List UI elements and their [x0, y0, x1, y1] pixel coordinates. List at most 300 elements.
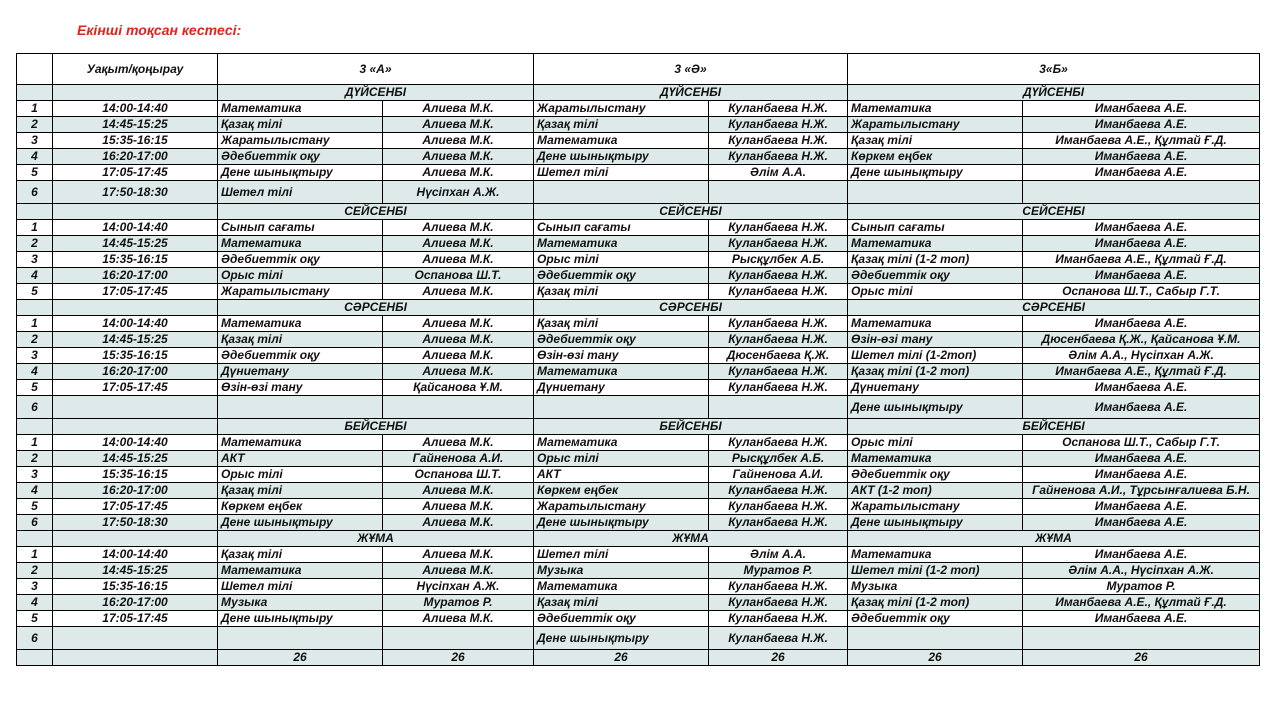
class-a-teacher: Алиева М.К.	[383, 252, 534, 268]
lesson-row	[17, 451, 1260, 467]
class-a-subject: Дене шынықтыру	[218, 611, 383, 627]
day-name: ЖҰМА	[848, 531, 1260, 547]
class-b-subject: Шетел тілі	[534, 165, 709, 181]
class-b-subject: Математика	[534, 236, 709, 252]
class-c-teacher: Иманбаева А.Е.	[1023, 380, 1260, 396]
lesson-time: 15:35-16:15	[53, 579, 218, 595]
lesson-number: 1	[17, 101, 53, 117]
class-a-teacher: Алиева М.К.	[383, 515, 534, 531]
class-c-teacher: Иманбаева А.Е.	[1023, 316, 1260, 332]
class-b-teacher: Рысқұлбек А.Б.	[709, 451, 848, 467]
class-a-subject: Қазақ тілі	[218, 547, 383, 563]
class-a-subject	[218, 396, 383, 419]
class-c-subject: Өзін-өзі тану	[848, 332, 1023, 348]
page-title: Екінші тоқсан кестесі:	[77, 22, 242, 38]
lesson-time: 14:00-14:40	[53, 547, 218, 563]
lesson-row	[17, 181, 1260, 204]
class-b-subject: АКТ	[534, 467, 709, 483]
lesson-time: 14:00-14:40	[53, 220, 218, 236]
class-c-subject: Әдебиеттік оқу	[848, 611, 1023, 627]
class-a-subject: Көркем еңбек	[218, 499, 383, 515]
lesson-time: 15:35-16:15	[53, 348, 218, 364]
lesson-row	[17, 611, 1260, 627]
class-a-teacher: Алиева М.К.	[383, 435, 534, 451]
class-b-teacher: Куланбаева Н.Ж.	[709, 595, 848, 611]
class-b-subject: Математика	[534, 364, 709, 380]
lesson-number: 2	[17, 563, 53, 579]
lesson-time: 17:05-17:45	[53, 611, 218, 627]
class-c-teacher	[1023, 627, 1260, 650]
class-b-subject: Жаратылыстану	[534, 499, 709, 515]
lesson-row	[17, 236, 1260, 252]
class-b-teacher: Куланбаева Н.Ж.	[709, 284, 848, 300]
lesson-time	[53, 396, 218, 419]
class-a-subject: Орыс тілі	[218, 467, 383, 483]
class-a-subject: Шетел тілі	[218, 579, 383, 595]
class-c-teacher: Әлім А.А., Нүсіпхан А.Ж.	[1023, 563, 1260, 579]
lesson-number: 1	[17, 316, 53, 332]
lesson-row	[17, 579, 1260, 595]
class-c-teacher: Иманбаева А.Е., Құлтай Ғ.Д.	[1023, 595, 1260, 611]
class-c-subject: Шетел тілі (1-2 топ)	[848, 563, 1023, 579]
lesson-time: 14:00-14:40	[53, 435, 218, 451]
day-name: СӘРСЕНБІ	[848, 300, 1260, 316]
class-b-teacher: Куланбаева Н.Ж.	[709, 435, 848, 451]
lesson-number: 6	[17, 396, 53, 419]
class-c-teacher: Иманбаева А.Е.	[1023, 220, 1260, 236]
lesson-row	[17, 435, 1260, 451]
header-row	[17, 54, 1260, 85]
lesson-row	[17, 348, 1260, 364]
class-b-subject: Дене шынықтыру	[534, 515, 709, 531]
day-empty-cell	[53, 300, 218, 316]
class-b-subject: Математика	[534, 579, 709, 595]
lesson-row	[17, 563, 1260, 579]
lesson-row	[17, 101, 1260, 117]
lesson-number: 5	[17, 284, 53, 300]
class-c-subject: Дене шынықтыру	[848, 165, 1023, 181]
class-c-teacher: Иманбаева А.Е.	[1023, 117, 1260, 133]
class-a-subject: Орыс тілі	[218, 268, 383, 284]
lesson-time: 17:05-17:45	[53, 284, 218, 300]
class-b-subject: Қазақ тілі	[534, 595, 709, 611]
class-a-subject: Музыка	[218, 595, 383, 611]
class-a-teacher: Нүсіпхан А.Ж.	[383, 579, 534, 595]
day-empty-cell	[17, 531, 53, 547]
lesson-number: 4	[17, 268, 53, 284]
class-b-teacher: Куланбаева Н.Ж.	[709, 236, 848, 252]
class-a-teacher: Алиева М.К.	[383, 133, 534, 149]
class-a-subject: Дүниетану	[218, 364, 383, 380]
class-c-teacher: Иманбаева А.Е.	[1023, 396, 1260, 419]
day-name: ДҮЙСЕНБІ	[848, 85, 1260, 101]
class-a-teacher: Гайненова А.И.	[383, 451, 534, 467]
lesson-row	[17, 252, 1260, 268]
day-name: БЕЙСЕНБІ	[848, 419, 1260, 435]
lesson-time: 15:35-16:15	[53, 467, 218, 483]
class-b-teacher: Әлім А.А.	[709, 547, 848, 563]
class-a-subject: Әдебиеттік оқу	[218, 348, 383, 364]
class-b-teacher: Куланбаева Н.Ж.	[709, 611, 848, 627]
header-num-cell	[17, 54, 53, 85]
lesson-number: 3	[17, 467, 53, 483]
lesson-number: 3	[17, 579, 53, 595]
class-c-subject: Математика	[848, 236, 1023, 252]
class-a-teacher: Алиева М.К.	[383, 499, 534, 515]
class-b-teacher: Куланбаева Н.Ж.	[709, 117, 848, 133]
class-c-subject: Музыка	[848, 579, 1023, 595]
class-a-teacher: Алиева М.К.	[383, 165, 534, 181]
class-a-subject: Математика	[218, 316, 383, 332]
class-c-subject: Сынып сағаты	[848, 220, 1023, 236]
lesson-row	[17, 467, 1260, 483]
lesson-row	[17, 364, 1260, 380]
header-class-b: 3 «Ә»	[534, 54, 848, 85]
total-hours: 26	[218, 650, 383, 666]
class-c-subject: Дене шынықтыру	[848, 396, 1023, 419]
class-a-subject: Қазақ тілі	[218, 483, 383, 499]
class-a-subject: Математика	[218, 435, 383, 451]
class-b-teacher: Куланбаева Н.Ж.	[709, 332, 848, 348]
class-b-subject: Музыка	[534, 563, 709, 579]
class-c-teacher: Иманбаева А.Е.	[1023, 268, 1260, 284]
total-hours: 26	[848, 650, 1023, 666]
class-c-teacher: Иманбаева А.Е., Құлтай Ғ.Д.	[1023, 364, 1260, 380]
lesson-number: 6	[17, 627, 53, 650]
lesson-number: 4	[17, 364, 53, 380]
day-header-row	[17, 300, 1260, 316]
class-c-teacher: Оспанова Ш.Т., Сабыр Г.Т.	[1023, 284, 1260, 300]
class-b-subject: Өзін-өзі тану	[534, 348, 709, 364]
lesson-row	[17, 483, 1260, 499]
class-a-teacher: Алиева М.К.	[383, 483, 534, 499]
class-c-teacher: Иманбаева А.Е.	[1023, 547, 1260, 563]
class-b-teacher: Куланбаева Н.Ж.	[709, 316, 848, 332]
day-header-row	[17, 204, 1260, 220]
class-a-subject: Өзін-өзі тану	[218, 380, 383, 396]
class-b-subject: Дене шынықтыру	[534, 149, 709, 165]
class-c-teacher: Иманбаева А.Е.	[1023, 451, 1260, 467]
class-a-teacher: Оспанова Ш.Т.	[383, 268, 534, 284]
lesson-time: 14:45-15:25	[53, 332, 218, 348]
lesson-number: 1	[17, 547, 53, 563]
class-c-subject: Қазақ тілі (1-2 топ)	[848, 364, 1023, 380]
class-c-subject: Орыс тілі	[848, 435, 1023, 451]
lesson-time: 16:20-17:00	[53, 268, 218, 284]
class-b-teacher: Дюсенбаева Қ.Ж.	[709, 348, 848, 364]
class-b-teacher: Куланбаева Н.Ж.	[709, 268, 848, 284]
day-empty-cell	[53, 204, 218, 220]
lesson-number: 2	[17, 236, 53, 252]
day-name: СӘРСЕНБІ	[218, 300, 534, 316]
class-b-teacher: Куланбаева Н.Ж.	[709, 149, 848, 165]
class-c-subject	[848, 181, 1023, 204]
class-b-subject: Жаратылыстану	[534, 101, 709, 117]
class-c-subject: Шетел тілі (1-2топ)	[848, 348, 1023, 364]
day-header-row	[17, 531, 1260, 547]
class-a-teacher: Алиева М.К.	[383, 284, 534, 300]
day-header-row	[17, 85, 1260, 101]
class-c-subject: Орыс тілі	[848, 284, 1023, 300]
lesson-time: 16:20-17:00	[53, 364, 218, 380]
class-c-teacher	[1023, 181, 1260, 204]
lesson-number: 2	[17, 332, 53, 348]
lesson-time: 15:35-16:15	[53, 252, 218, 268]
class-b-subject: Дене шынықтыру	[534, 627, 709, 650]
class-c-subject: Қазақ тілі (1-2 топ)	[848, 595, 1023, 611]
class-a-subject: Әдебиеттік оқу	[218, 149, 383, 165]
lesson-number: 3	[17, 348, 53, 364]
day-name: СЕЙСЕНБІ	[534, 204, 848, 220]
schedule-table	[16, 53, 1260, 666]
class-b-teacher: Куланбаева Н.Ж.	[709, 499, 848, 515]
class-b-subject	[534, 181, 709, 204]
lesson-time: 14:45-15:25	[53, 117, 218, 133]
class-b-subject	[534, 396, 709, 419]
total-hours: 26	[534, 650, 709, 666]
class-b-subject: Орыс тілі	[534, 451, 709, 467]
class-c-subject: Қазақ тілі	[848, 133, 1023, 149]
lesson-row	[17, 316, 1260, 332]
class-b-teacher: Куланбаева Н.Ж.	[709, 627, 848, 650]
lesson-number: 6	[17, 515, 53, 531]
class-a-subject: Математика	[218, 563, 383, 579]
day-name: ЖҰМА	[218, 531, 534, 547]
class-b-teacher: Куланбаева Н.Ж.	[709, 220, 848, 236]
class-b-subject: Орыс тілі	[534, 252, 709, 268]
class-a-subject: АКТ	[218, 451, 383, 467]
lesson-number: 5	[17, 499, 53, 515]
lesson-time: 14:45-15:25	[53, 563, 218, 579]
class-c-teacher: Әлім А.А., Нүсіпхан А.Ж.	[1023, 348, 1260, 364]
class-b-teacher: Куланбаева Н.Ж.	[709, 483, 848, 499]
lesson-row	[17, 117, 1260, 133]
class-c-subject: Дене шынықтыру	[848, 515, 1023, 531]
header-class-c: 3«Б»	[848, 54, 1260, 85]
class-a-subject: Жаратылыстану	[218, 133, 383, 149]
day-name: БЕЙСЕНБІ	[534, 419, 848, 435]
class-c-subject: Әдебиеттік оқу	[848, 467, 1023, 483]
lesson-number: 4	[17, 483, 53, 499]
class-c-teacher: Иманбаева А.Е.	[1023, 236, 1260, 252]
day-name: СӘРСЕНБІ	[534, 300, 848, 316]
lesson-row	[17, 268, 1260, 284]
class-b-teacher: Куланбаева Н.Ж.	[709, 579, 848, 595]
lesson-time: 17:05-17:45	[53, 165, 218, 181]
class-c-subject: АКТ (1-2 топ)	[848, 483, 1023, 499]
lesson-number: 6	[17, 181, 53, 204]
lesson-time: 14:45-15:25	[53, 236, 218, 252]
class-a-teacher: Алиева М.К.	[383, 149, 534, 165]
totals-empty-cell	[53, 650, 218, 666]
class-c-teacher: Гайненова А.И., Тұрсынғалиева Б.Н.	[1023, 483, 1260, 499]
class-c-teacher: Иманбаева А.Е.	[1023, 101, 1260, 117]
lesson-time: 17:50-18:30	[53, 181, 218, 204]
header-class-a: 3 «А»	[218, 54, 534, 85]
lesson-number: 4	[17, 595, 53, 611]
class-a-subject: Шетел тілі	[218, 181, 383, 204]
class-c-subject	[848, 627, 1023, 650]
class-b-teacher: Куланбаева Н.Ж.	[709, 515, 848, 531]
class-a-teacher: Алиева М.К.	[383, 563, 534, 579]
class-a-subject: Математика	[218, 101, 383, 117]
lesson-time: 16:20-17:00	[53, 595, 218, 611]
day-header-row	[17, 419, 1260, 435]
class-b-subject: Сынып сағаты	[534, 220, 709, 236]
class-b-teacher: Рысқұлбек А.Б.	[709, 252, 848, 268]
class-c-subject: Математика	[848, 101, 1023, 117]
class-b-subject: Математика	[534, 133, 709, 149]
day-name: ЖҰМА	[534, 531, 848, 547]
day-empty-cell	[53, 419, 218, 435]
class-b-teacher	[709, 396, 848, 419]
lesson-time: 17:05-17:45	[53, 499, 218, 515]
class-a-subject: Жаратылыстану	[218, 284, 383, 300]
class-c-teacher: Дюсенбаева Қ.Ж., Қайсанова Ұ.М.	[1023, 332, 1260, 348]
class-b-subject: Математика	[534, 435, 709, 451]
class-b-subject: Шетел тілі	[534, 547, 709, 563]
class-b-subject: Дүниетану	[534, 380, 709, 396]
class-b-subject: Әдебиеттік оқу	[534, 611, 709, 627]
class-a-teacher: Оспанова Ш.Т.	[383, 467, 534, 483]
lesson-row	[17, 595, 1260, 611]
class-b-teacher: Куланбаева Н.Ж.	[709, 101, 848, 117]
class-a-teacher: Алиева М.К.	[383, 236, 534, 252]
class-c-subject: Қазақ тілі (1-2 топ)	[848, 252, 1023, 268]
class-b-subject: Әдебиеттік оқу	[534, 268, 709, 284]
lesson-row	[17, 332, 1260, 348]
day-empty-cell	[17, 419, 53, 435]
lesson-time	[53, 627, 218, 650]
lesson-row	[17, 627, 1260, 650]
class-a-teacher: Алиева М.К.	[383, 316, 534, 332]
class-a-subject	[218, 627, 383, 650]
lesson-time: 16:20-17:00	[53, 149, 218, 165]
class-a-teacher: Алиева М.К.	[383, 332, 534, 348]
lesson-time: 17:50-18:30	[53, 515, 218, 531]
lesson-number: 1	[17, 435, 53, 451]
class-c-subject: Жаратылыстану	[848, 499, 1023, 515]
class-c-subject: Дүниетану	[848, 380, 1023, 396]
class-b-subject: Көркем еңбек	[534, 483, 709, 499]
lesson-number: 1	[17, 220, 53, 236]
class-a-teacher: Алиева М.К.	[383, 611, 534, 627]
lesson-number: 3	[17, 252, 53, 268]
totals-row	[17, 650, 1260, 666]
lesson-time: 14:00-14:40	[53, 316, 218, 332]
class-a-teacher: Алиева М.К.	[383, 348, 534, 364]
class-a-teacher: Алиева М.К.	[383, 220, 534, 236]
class-a-subject: Математика	[218, 236, 383, 252]
lesson-row	[17, 133, 1260, 149]
class-b-subject: Қазақ тілі	[534, 117, 709, 133]
class-a-subject: Дене шынықтыру	[218, 165, 383, 181]
header-time-cell: Уақыт/қоңырау	[53, 54, 218, 85]
class-a-teacher: Алиева М.К.	[383, 117, 534, 133]
day-empty-cell	[53, 85, 218, 101]
lesson-number: 4	[17, 149, 53, 165]
lesson-row	[17, 284, 1260, 300]
lesson-row	[17, 515, 1260, 531]
lesson-row	[17, 165, 1260, 181]
lesson-row	[17, 499, 1260, 515]
class-c-teacher: Оспанова Ш.Т., Сабыр Г.Т.	[1023, 435, 1260, 451]
lesson-row	[17, 380, 1260, 396]
schedule-body	[17, 54, 1260, 666]
lesson-row	[17, 220, 1260, 236]
class-c-teacher: Иманбаева А.Е.	[1023, 149, 1260, 165]
class-c-subject: Әдебиеттік оқу	[848, 268, 1023, 284]
class-a-teacher: Нүсіпхан А.Ж.	[383, 181, 534, 204]
day-empty-cell	[17, 204, 53, 220]
class-c-teacher: Иманбаева А.Е.	[1023, 611, 1260, 627]
class-c-teacher: Иманбаева А.Е.	[1023, 499, 1260, 515]
class-a-subject: Қазақ тілі	[218, 117, 383, 133]
class-b-teacher: Муратов Р.	[709, 563, 848, 579]
total-hours: 26	[1023, 650, 1260, 666]
class-c-teacher: Иманбаева А.Е., Құлтай Ғ.Д.	[1023, 252, 1260, 268]
day-empty-cell	[17, 300, 53, 316]
class-c-teacher: Иманбаева А.Е.	[1023, 467, 1260, 483]
lesson-time: 16:20-17:00	[53, 483, 218, 499]
lesson-row	[17, 396, 1260, 419]
lesson-row	[17, 149, 1260, 165]
class-b-teacher: Куланбаева Н.Ж.	[709, 133, 848, 149]
class-a-subject: Қазақ тілі	[218, 332, 383, 348]
class-a-teacher: Алиева М.К.	[383, 547, 534, 563]
total-hours: 26	[383, 650, 534, 666]
class-a-teacher	[383, 396, 534, 419]
lesson-time: 14:45-15:25	[53, 451, 218, 467]
lesson-row	[17, 547, 1260, 563]
class-c-subject: Жаратылыстану	[848, 117, 1023, 133]
class-a-teacher: Муратов Р.	[383, 595, 534, 611]
class-a-subject: Дене шынықтыру	[218, 515, 383, 531]
lesson-number: 5	[17, 165, 53, 181]
day-name: БЕЙСЕНБІ	[218, 419, 534, 435]
totals-empty-cell	[17, 650, 53, 666]
class-c-subject: Математика	[848, 451, 1023, 467]
class-c-teacher: Иманбаева А.Е., Құлтай Ғ.Д.	[1023, 133, 1260, 149]
class-a-subject: Әдебиеттік оқу	[218, 252, 383, 268]
class-b-teacher: Куланбаева Н.Ж.	[709, 364, 848, 380]
lesson-time: 15:35-16:15	[53, 133, 218, 149]
class-a-teacher	[383, 627, 534, 650]
lesson-time: 17:05-17:45	[53, 380, 218, 396]
class-a-teacher: Алиева М.К.	[383, 364, 534, 380]
day-name: ДҮЙСЕНБІ	[218, 85, 534, 101]
class-b-subject: Қазақ тілі	[534, 316, 709, 332]
lesson-number: 5	[17, 380, 53, 396]
day-name: СЕЙСЕНБІ	[848, 204, 1260, 220]
class-b-teacher	[709, 181, 848, 204]
class-b-teacher: Гайненова А.И.	[709, 467, 848, 483]
lesson-number: 5	[17, 611, 53, 627]
day-name: СЕЙСЕНБІ	[218, 204, 534, 220]
total-hours: 26	[709, 650, 848, 666]
day-empty-cell	[53, 531, 218, 547]
class-c-teacher: Муратов Р.	[1023, 579, 1260, 595]
class-b-subject: Қазақ тілі	[534, 284, 709, 300]
class-c-teacher: Иманбаева А.Е.	[1023, 515, 1260, 531]
lesson-number: 2	[17, 451, 53, 467]
lesson-number: 3	[17, 133, 53, 149]
class-c-subject: Математика	[848, 547, 1023, 563]
class-a-teacher: Алиева М.К.	[383, 101, 534, 117]
class-b-subject: Әдебиеттік оқу	[534, 332, 709, 348]
class-a-teacher: Қайсанова Ұ.М.	[383, 380, 534, 396]
lesson-number: 2	[17, 117, 53, 133]
